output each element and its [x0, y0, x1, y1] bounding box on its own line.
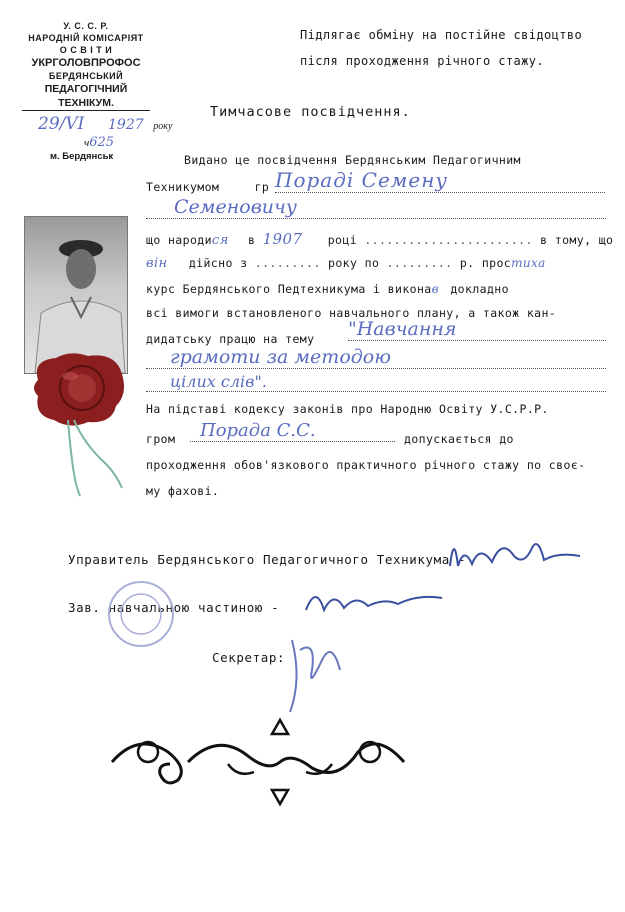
body-line-11: На підставі кодексу законів про Народню Освіту У.С.Р.Р.: [146, 402, 549, 416]
stamp-number: ч625: [84, 135, 115, 150]
stamp-line: ПЕДАГОГІЧНИЙ ТЕХНІКУМ.: [22, 82, 150, 111]
header-note-line2: після проходження річного стажу.: [300, 54, 544, 68]
stamp-date-handwritten: 29/VI: [38, 114, 85, 134]
stamp-line: УКРГОЛОВПРОФОС: [31, 57, 141, 69]
secretary-signature-label: Секретар:: [212, 650, 286, 665]
stamp-line: У. С. С. Р.: [63, 21, 109, 31]
secretary-signature: [282, 620, 352, 720]
body-line-12: гром: [146, 432, 176, 446]
institution-stamp: [22, 20, 150, 111]
header-note-line1: Підлягає обміну на постійне свідоцтво: [300, 28, 583, 42]
recipient-name-line2: Семеновичу: [146, 196, 606, 219]
body-line-13: проходження обов'язкового практичного річного стажу по своє-: [146, 458, 586, 472]
decorative-ornament: [108, 712, 408, 812]
body-line-1: Видано це посвідчення Бердянським Педагогичним: [184, 153, 521, 167]
body-line-2: Техникумом гр: [146, 180, 270, 194]
deputy-signature-label: Зав. навчальною частиною -: [68, 600, 280, 615]
round-stamp: [86, 578, 196, 650]
body-line-4: що народися в 1907 році ....................... в тому, що: [146, 230, 614, 248]
stamp-line: БЕРДЯНСЬКИЙ: [48, 71, 124, 81]
body-line-14: му фахові.: [146, 484, 220, 498]
body-line-8: дидатську працю на тему: [146, 332, 315, 346]
stamp-date-year: 1927: [108, 117, 144, 133]
stamp-date-suffix: року: [153, 121, 173, 132]
body-line-5: він дійсно з ......... року по ......... р. простиха: [146, 256, 546, 271]
stamp-line: О С В І Т И: [59, 45, 113, 55]
director-signature-label: Управитель Бердянського Педагогичного Техникума -: [68, 552, 467, 567]
body-line-12-end: допускається до: [404, 432, 514, 446]
seal-string: [48, 418, 128, 498]
wax-seal: [30, 350, 128, 428]
body-line-7: всі вимоги встановленого навчального плану, а також кан-: [146, 306, 557, 320]
body-line-6: курс Бердянського Педтехникума і виконав докладно: [146, 282, 509, 296]
recipient-name-line1: Пораді Семену: [275, 168, 605, 193]
stamp-number-value: 625: [89, 135, 115, 150]
stamp-line: НАРОДНІЙ КОМІСАРІЯТ: [28, 33, 144, 43]
director-signature: [440, 526, 590, 586]
stamp-city: м. Бердянськ: [50, 151, 114, 162]
birth-year: 1907: [262, 230, 303, 248]
recipient-name-short: Порада С.С.: [190, 420, 395, 442]
document-title: Тимчасове посвідчення.: [210, 104, 411, 120]
thesis-topic-line1: "Навчання: [348, 318, 606, 341]
thesis-topic-line2: грамоти за методою: [146, 346, 606, 369]
thesis-topic-line3: цілих слів".: [146, 372, 606, 392]
